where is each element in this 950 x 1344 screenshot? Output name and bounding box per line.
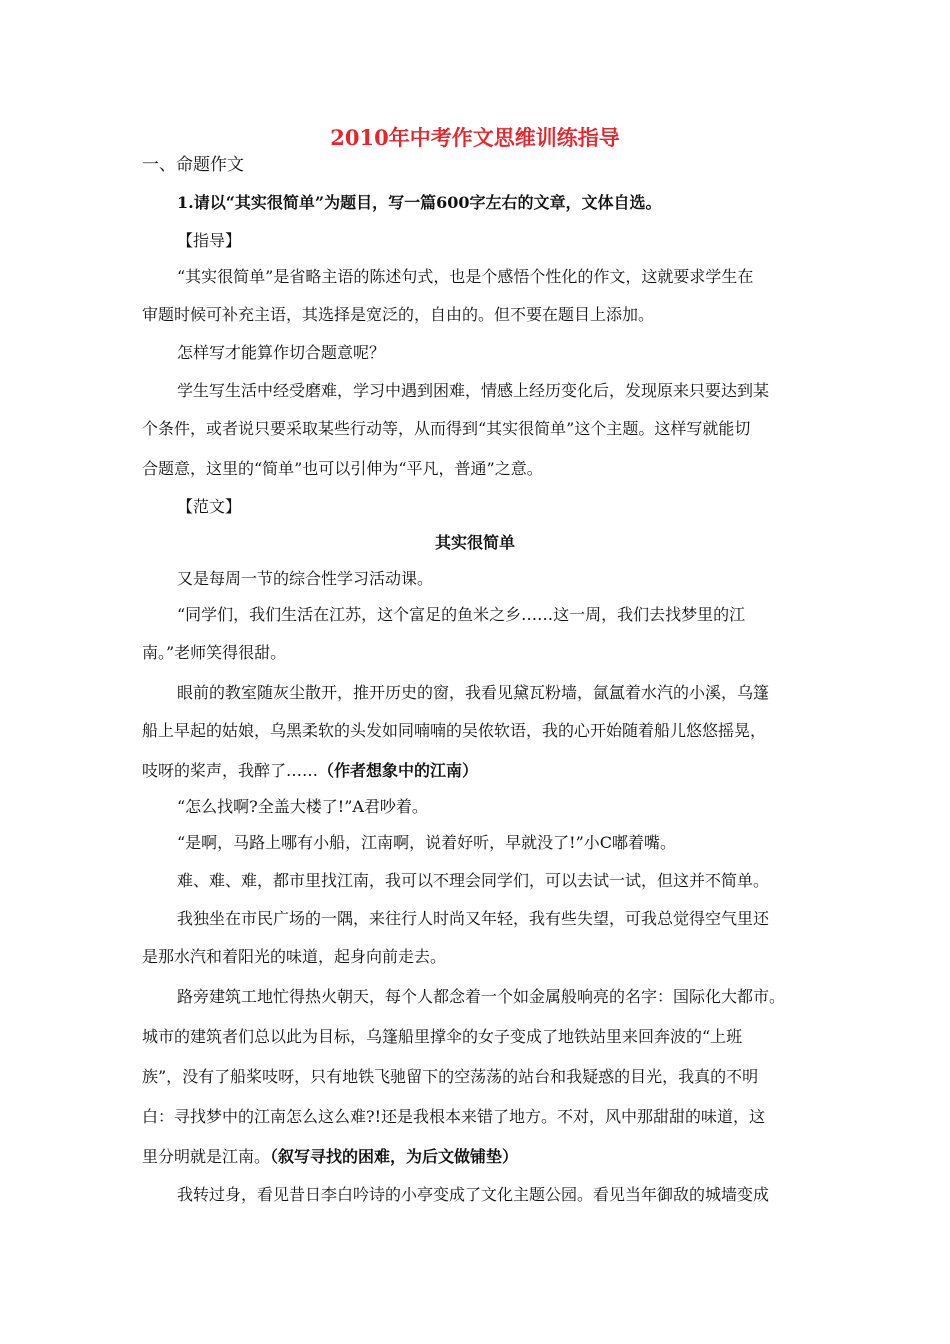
essay-paragraph-8-line-5 xyxy=(142,1144,812,1167)
essay-paragraph-3-line-3 xyxy=(142,758,812,781)
essay-paragraph-2-line-2: 南。”老师笑得很甜。 xyxy=(142,643,287,662)
essay-paragraph-8-line-2: 城市的建筑者们总以此为目标，乌篷船里撑伞的女子变成了地铁站里来回奔波的“上班 xyxy=(142,1027,743,1046)
essay-prompt: 1.请以“其实很简单”为题目，写一篇600字左右的文章，文体自选。 xyxy=(177,193,662,212)
essay-paragraph-7-line-2: 是那水汽和着阳光的味道，起身向前走去。 xyxy=(142,947,447,966)
essay-paragraph-9-line-1: 我转过身，看见昔日李白吟诗的小亭变成了文化主题公园。看见当年御敌的城墙变成 xyxy=(177,1185,770,1204)
sample-label: 【范文】 xyxy=(177,497,242,516)
guide-paragraph-1-line-1: “其实很简单”是省略主语的陈述句式，也是个感悟个性化的作文，这就要求学生在 xyxy=(177,267,754,286)
essay-paragraph-5: “是啊，马路上哪有小船，江南啊，说着好听，早就没了!”小C嘟着嘴。 xyxy=(177,833,677,852)
essay-paragraph-7-line-1: 我独坐在市民广场的一隅，来往行人时尚又年轻，我有些失望，可我总觉得空气里还 xyxy=(177,909,770,928)
essay-paragraph-2-line-1: “同学们，我们生活在江苏，这个富足的鱼米之乡……这一周，我们去找梦里的江 xyxy=(177,605,746,624)
guide-paragraph-1-line-2: 审题时候可补充主语，其选择是宽泛的，自由的。但不要在题目上添加。 xyxy=(142,305,655,324)
essay-paragraph-8-line-3: 族”，没有了船桨吱呀，只有地铁飞驰留下的空荡荡的站台和我疑惑的目光，我真的不明 xyxy=(142,1067,759,1086)
essay-paragraph-1: 又是每周一节的综合性学习活动课。 xyxy=(177,569,434,588)
essay-paragraph-3-line-2: 船上早起的姑娘，乌黑柔软的头发如同喃喃的吴侬软语，我的心开始随着船儿悠悠摇晃， xyxy=(142,721,767,740)
document-title: 2010年中考作文思维训练指导 xyxy=(330,125,620,150)
guide-paragraph-2-line-3: 合题意，这里的“简单”也可以引伸为“平凡，普通”之意。 xyxy=(142,459,543,478)
essay-paragraph-8-line-4: 白：寻找梦中的江南怎么这么难?!还是我根本来错了地方。不对，风中那甜甜的味道，这 xyxy=(142,1107,766,1126)
essay-paragraph-4: “怎么找啊?全盖大楼了!”A君吵着。 xyxy=(177,797,428,816)
essay-title: 其实很简单 xyxy=(434,533,515,552)
guide-label: 【指导】 xyxy=(177,231,242,250)
essay-paragraph-3-text: 吱呀的桨声，我醉了…… xyxy=(142,761,319,780)
section-heading: 一、命题作文 xyxy=(142,155,244,175)
essay-paragraph-8-line-1: 路旁建筑工地忙得热火朝天，每个人都念着一个如金属般响亮的名字：国际化大都市。 xyxy=(177,987,786,1006)
guide-paragraph-2-line-1: 学生写生活中经受磨难，学习中遇到困难，情感上经历变化后，发现原来只要达到某 xyxy=(177,381,770,400)
author-note-imagined-jiangnan: （作者想象中的江南） xyxy=(318,761,479,780)
guide-question: 怎样写才能算作切合题意呢？ xyxy=(177,343,386,362)
guide-paragraph-2-line-2: 个条件，或者说只要采取某些行动等，从而得到“其实很简单”这个主题。这样写就能切 xyxy=(142,419,751,438)
author-note-difficulty: （叙写寻找的困难，为后文做铺垫） xyxy=(270,1147,519,1166)
essay-paragraph-8-text: 里分明就是江南。 xyxy=(142,1147,271,1166)
essay-paragraph-3-line-1: 眼前的教室随灰尘散开，推开历史的窗，我看见黛瓦粉墙，氤氲着水汽的小溪，乌篷 xyxy=(177,683,770,702)
essay-paragraph-6: 难、难、难，都市里找江南，我可以不理会同学们，可以去试一试，但这并不简单。 xyxy=(177,871,770,890)
